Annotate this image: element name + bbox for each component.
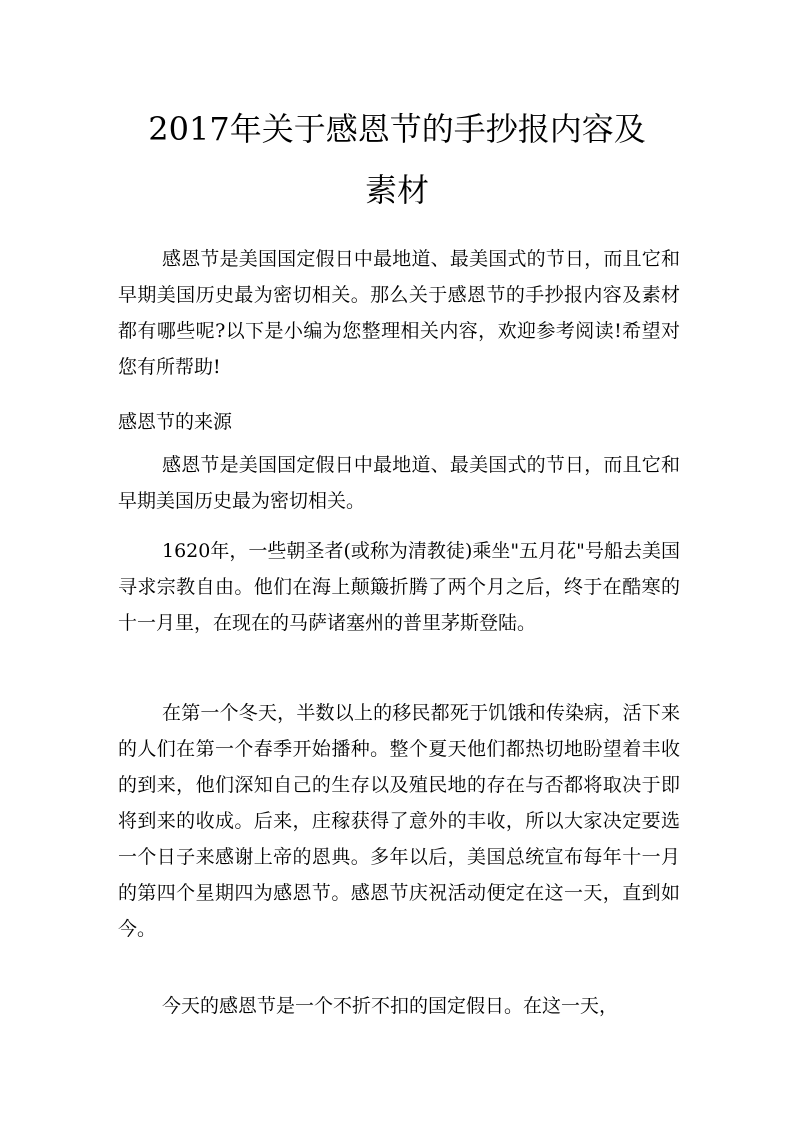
- section-heading-origin: 感恩节的来源: [118, 411, 233, 433]
- document-title-line-1: 2017年关于感恩节的手抄报内容及: [148, 110, 646, 148]
- intro-paragraph: 感恩节是美国国定假日中最地道、最美国式的节日，而且它和早期美国历史最为密切相关。那么关于感恩节的手抄报内容及素材都有哪些呢?以下是小编为您整理相关内容，欢迎参考阅读!希望对您有所帮助!: [118, 248, 680, 378]
- origin-paragraph-3: 在第一个冬天，半数以上的移民都死于饥饿和传染病，活下来的人们在第一个春季开始播种。整个夏天他们都热切地盼望着丰收的到来，他们深知自己的生存以及殖民地的存在与否都将取决于即将到来的收成。后来，庄稼获得了意外的丰收，所以大家决定要选一个日子来感谢上帝的恩典。多年以后，美国总统宣布每年十一月的第四个星期四为感恩节。感恩节庆祝活动便定在这一天，直到如今。: [118, 702, 680, 940]
- origin-paragraph-4: 今天的感恩节是一个不折不扣的国定假日。在这一天，: [162, 995, 619, 1017]
- origin-paragraph-2: 1620年，一些朝圣者(或称为清教徒)乘坐"五月花"号船去美国寻求宗教自由。他们在海上颠簸折腾了两个月之后，终于在酷寒的十一月里，在现在的马萨诸塞州的普里茅斯登陆。: [118, 540, 680, 634]
- document-title-line-2: 素材: [364, 171, 429, 209]
- origin-paragraph-1: 感恩节是美国国定假日中最地道、最美国式的节日，而且它和早期美国历史最为密切相关。: [118, 454, 680, 512]
